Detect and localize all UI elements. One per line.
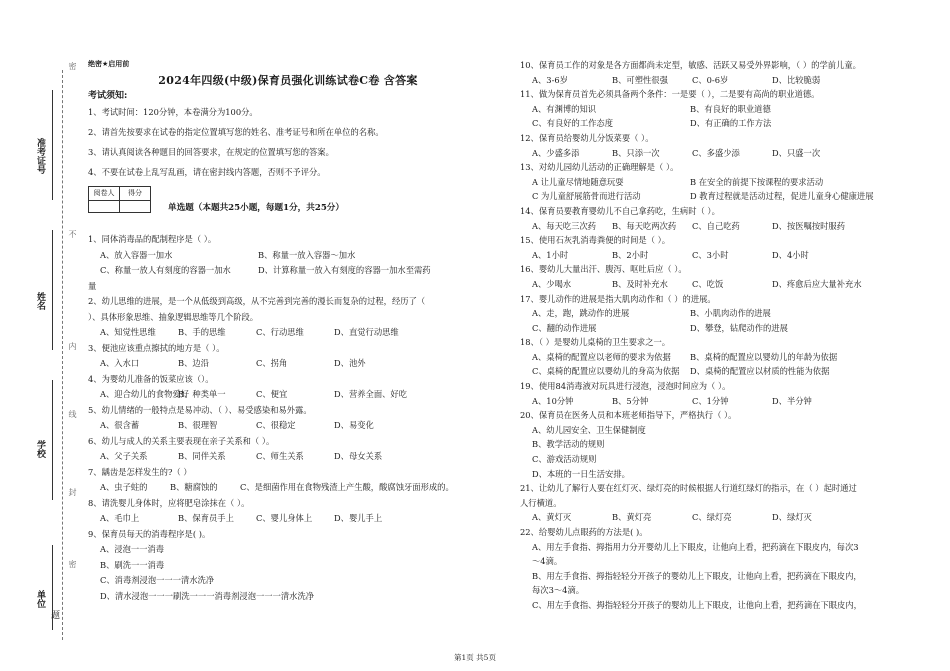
question-line: 16、婴幼儿大量出汗、腹泻、呕吐后应（ ）。 [520, 264, 687, 275]
question-line: 21、让幼儿了解行人要在红灯灭、绿灯亮的时候根据人行道红绿灯的指示，在（ ）起时通过 [520, 483, 857, 494]
question-line: 19、使用84消毒液对玩具进行浸泡，浸泡时间应为（ ）。 [520, 381, 731, 392]
answer-option: C、自己吃药 [692, 220, 740, 231]
option-row [520, 146, 912, 161]
question-line: 10、保育员工作的对象是各方面都尚未定型，敏感、活跃又易受外界影响，（ ）的学前儿童。 [520, 60, 861, 70]
option-row [520, 306, 912, 321]
option-row [88, 418, 488, 434]
answer-option: D、攀登，钻爬动作的进展 [690, 322, 788, 333]
xingming-label: 姓名 [35, 292, 45, 310]
answer-option: B、保育员手上 [178, 513, 234, 523]
answer-option: D、易变化 [334, 420, 374, 430]
secret-mark: 绝密★启用前 [88, 60, 130, 68]
binding-margin [8, 30, 77, 640]
option-row [520, 350, 912, 365]
answer-option: A、少喝水 [532, 278, 572, 289]
answer-option: C、吃饭 [692, 278, 724, 289]
option-row [88, 248, 488, 264]
answer-option: A、父子关系 [100, 451, 148, 461]
zhunkao-line [52, 90, 53, 200]
xuexiao-label: 学校 [35, 440, 45, 458]
question-line: 13、对幼儿园幼儿活动的正确理解是（ ）。 [520, 162, 679, 173]
xingming-line [52, 230, 53, 350]
answer-option: A、入水口 [100, 358, 140, 368]
answer-option: B、边沿 [178, 358, 209, 368]
answer-option: B、种类单一 [178, 389, 226, 399]
option-row [520, 175, 912, 190]
question-line: 8、请洗婴儿身体时，应将肥皂涂抹在（ ）。 [88, 497, 250, 508]
answer-option: C、很稳定 [256, 420, 296, 430]
option-row [88, 480, 488, 496]
notice-heading: 考试须知: [88, 91, 128, 101]
question-line: ）、具体形象思维、抽象逻辑思维等几个阶段。 [88, 311, 259, 322]
answer-option: B、5分钟 [612, 395, 649, 406]
reviewer-cell: 阅卷人 [89, 187, 120, 201]
answer-option: C、是细菌作用在食物残渣上产生酸，酸腐蚀牙面形成的。 [240, 482, 454, 492]
answer-option: D、4小时 [772, 249, 809, 260]
answer-option: C、便宜 [256, 389, 288, 399]
option-row [520, 394, 912, 409]
question-line: 17、婴儿动作的进展是指大肌肉动作和（ ）的进展。 [520, 293, 716, 304]
notice-item: 1、考试时间：120分钟，本卷满分为100分。 [88, 107, 258, 117]
question-line: C、消毒剂浸泡一一一清水洗净 [100, 575, 215, 585]
answer-option: B、及时补充水 [612, 278, 668, 289]
dazhi-label: 题 [49, 610, 59, 619]
answer-option: C、行动思维 [256, 327, 304, 337]
danwei-label: 单位 [35, 590, 45, 608]
zhunkao-label: 准考证号 [35, 138, 45, 174]
answer-option: A、黄灯灭 [532, 512, 572, 523]
answer-option: D、婴儿手上 [334, 513, 383, 523]
answer-option: C、3小时 [692, 249, 729, 260]
question-line: A、幼儿园安全、卫生保健制度 [532, 424, 646, 435]
reviewer-blank[interactable] [89, 201, 120, 213]
question-line: D、清水浸泡一一一刷洗一一一消毒剂浸泡一一一清水洗净 [100, 590, 315, 601]
option-row [88, 449, 488, 465]
option-row [88, 356, 488, 372]
left-question-list [88, 232, 488, 604]
question-line: 量 [88, 280, 97, 291]
question-line: C、游戏活动规则 [532, 454, 597, 465]
answer-option: B、桌椅的配置应以婴幼儿的年龄为依据 [690, 351, 838, 362]
question-line: B、教学活动的规则 [532, 439, 605, 450]
answer-option: A、很含蓄 [100, 420, 140, 430]
answer-option: D、比较脆弱 [772, 74, 821, 85]
option-row [520, 219, 912, 234]
question-line: 18、（ ）是婴幼儿桌椅的卫生要求之一。 [520, 337, 671, 348]
notice-item: 3、请认真阅读各种题目的回答要求，在规定的位置填写您的答案。 [88, 147, 334, 157]
answer-option: B、每天吃两次药 [612, 220, 677, 231]
score-box [88, 186, 151, 213]
answer-option: D、有正确的工作方法 [690, 118, 772, 129]
question-line: ～4滴。 [532, 556, 563, 567]
answer-option: D 教育过程就是活动过程，促进儿童身心健康进展 [690, 191, 874, 202]
section-title: 单选题（本题共25小题，每题1分，共25分） [168, 203, 344, 213]
answer-option: B 在安全的前提下按课程的要求活动 [690, 176, 824, 187]
right-column [520, 58, 912, 613]
answer-option: A、3-6岁 [532, 74, 568, 85]
question-line: A、浸泡一一消毒 [100, 544, 165, 554]
answer-option: D、桌椅的配置应以材质的性能为依据 [690, 366, 830, 377]
option-row [520, 364, 912, 379]
answer-option: A、走，跑，跳动作的进展 [532, 308, 630, 319]
answer-option: D、池外 [334, 358, 366, 368]
score-section [88, 186, 488, 232]
answer-option: B、糖腐蚀的 [170, 482, 218, 492]
question-line: 每次3～4滴。 [532, 585, 585, 596]
answer-option: C、桌椅的配置应以婴幼儿的身高为依据 [532, 366, 680, 377]
option-row [88, 511, 488, 527]
question-line: 14、保育员要教育婴幼儿不自己拿药吃，生病时（ ）。 [520, 205, 720, 216]
question-line: 1、同体消毒品的配制程序是（ ）。 [88, 234, 217, 244]
answer-option: B、2小时 [612, 249, 649, 260]
page-title: 2024年四级(中级)保育员强化训练试卷C卷 含答案 [158, 74, 418, 87]
answer-option: B、手的思维 [178, 327, 226, 337]
question-line: D、本班的一日生活安排。 [532, 468, 630, 479]
answer-option: B、称量一放入容器～加水 [258, 249, 356, 260]
question-line: B、刷洗一一消毒 [100, 559, 165, 570]
score-blank[interactable] [120, 201, 151, 213]
answer-option: A、每天吃三次药 [532, 220, 597, 231]
answer-option: B、只添一次 [612, 147, 660, 158]
option-row [520, 510, 912, 525]
answer-option: D、营养全面、好吃 [334, 389, 408, 399]
answer-option: C 为儿童舒展筋骨而进行活动 [532, 191, 641, 202]
question-line: 3、便池应该重点擦拭的地方是（ ）。 [88, 342, 225, 353]
answer-option: A、桌椅的配置应以老师的要求为依据 [532, 351, 671, 362]
answer-option: D、只盛一次 [772, 147, 821, 158]
cut-mark: 密 [68, 62, 77, 70]
option-row [520, 73, 912, 88]
cut-mark: 线 [68, 410, 77, 418]
answer-option: C、婴儿身体上 [256, 513, 313, 523]
question-line: 7、龋齿是怎样发生的?（ ） [88, 466, 192, 477]
question-line: 15、使用石灰乳消毒粪便的时间是（ ）。 [520, 235, 671, 246]
answer-option: C、有良好的工作态度 [532, 118, 614, 129]
question-line: 人行横道。 [520, 497, 562, 508]
score-cell: 得分 [120, 187, 151, 201]
answer-option: C、翻的动作进展 [532, 322, 597, 333]
answer-option: A、10分钟 [532, 395, 574, 406]
answer-option: C、1分钟 [692, 395, 729, 406]
answer-option: A、知觉性思维 [100, 327, 156, 337]
answer-option: C、拐角 [256, 358, 288, 368]
notice-item: 4、不要在试卷上乱写乱画，请在密封线内答题，否则不予评分。 [88, 167, 326, 177]
option-row [88, 263, 488, 279]
option-row [88, 387, 488, 403]
left-column [88, 58, 488, 604]
question-line: 20、保育员在医务人员和本班老师指导下，严格执行（ ）。 [520, 410, 737, 421]
answer-option: A、迎合幼儿的食物爱好 [100, 389, 189, 399]
question-line: 12、保育员给婴幼儿分饭菜要（ ）。 [520, 132, 654, 143]
answer-option: D、按医嘱按时服药 [772, 220, 846, 231]
answer-option: D、半分钟 [772, 395, 812, 406]
answer-option: A、1小时 [532, 249, 569, 260]
question-line: 11、做为保育员首先必须具备两个条件：一是要（ ），二是要有高尚的职业道德。 [520, 89, 820, 100]
option-row [520, 189, 912, 204]
answer-option: C、师生关系 [256, 451, 304, 461]
cut-mark: 封 [68, 488, 77, 496]
answer-option: D、计算称量一放入有刻度的容器一加水至需药 [258, 265, 431, 275]
question-line: 2、幼儿思维的进展，是一个从低级到高级，从不完善到完善的漫长而复杂的过程，经历了（ [88, 296, 426, 306]
answer-option: C、称量一放人有刻度的容器一加水 [100, 265, 231, 275]
question-line: 5、幼儿情绪的一般特点是易冲动、（ ）、易受感染和易外露。 [88, 404, 312, 415]
answer-option: B、可塑性很强 [612, 74, 668, 85]
option-row [520, 102, 912, 117]
question-line: 22、给婴幼儿点眼药的方法是( )。 [520, 527, 648, 537]
answer-option: D、母女关系 [334, 451, 383, 461]
option-row [520, 321, 912, 336]
question-line: 9、保育员每天的消毒程序是( )。 [88, 528, 211, 539]
answer-option: A 让儿童尽情地随意玩耍 [532, 176, 624, 187]
xuexiao-line [52, 380, 53, 500]
option-row [520, 277, 912, 292]
cut-mark: 内 [68, 342, 77, 350]
answer-option: B、小肌肉动作的进展 [690, 308, 771, 319]
answer-option: A、虫子蛀的 [100, 482, 148, 492]
answer-option: D、疼愈后应大量补充水 [772, 278, 862, 289]
answer-option: A、少盛多添 [532, 147, 580, 158]
answer-option: B、同伴关系 [178, 451, 226, 461]
option-row [520, 116, 912, 131]
option-row [88, 325, 488, 341]
question-line: 4、为婴幼儿准备的饭菜应该（）。 [88, 373, 214, 384]
answer-option: C、绿灯亮 [692, 512, 732, 523]
cut-mark: 不 [68, 230, 77, 238]
answer-option: B、很理智 [178, 420, 218, 430]
question-line: A、用左手食指、拇指用力分开婴幼儿上下眼皮，让他向上看，把药滴在下眼皮内，每次3 [532, 541, 859, 552]
answer-option: A、毛巾上 [100, 513, 140, 523]
answer-option: D、直觉行动思维 [334, 327, 399, 337]
answer-option: B、有良好的职业道德 [690, 103, 771, 114]
cut-mark: 密 [68, 560, 77, 568]
seal-line [62, 70, 63, 640]
page-footer: 第1页 共5页 [454, 653, 496, 662]
answer-option: D、绿灯灭 [772, 512, 812, 523]
notice-item: 2、请首先按要求在试卷的指定位置填写您的姓名、准考证号和所在单位的名称。 [88, 127, 384, 137]
question-line: C、用左手食指、拇指轻轻分开孩子的婴幼儿上下眼皮，让他向上看，把药滴在下眼皮内， [532, 599, 862, 610]
answer-option: B、黄灯亮 [612, 512, 652, 523]
answer-option: C、0-6岁 [692, 74, 729, 85]
option-row [520, 248, 912, 263]
answer-option: A、放入容器一加水 [100, 249, 173, 260]
question-line: 6、幼儿与成人的关系主要表现在亲子关系和（ ）。 [88, 435, 275, 446]
question-line: B、用左手食指、拇指轻轻分开孩子的婴幼儿上下眼皮，让他向上看，把药滴在下眼皮内， [532, 570, 862, 581]
right-question-list [520, 58, 912, 613]
answer-option: A、有渊博的知识 [532, 103, 597, 114]
answer-option: C、多盛少添 [692, 147, 740, 158]
